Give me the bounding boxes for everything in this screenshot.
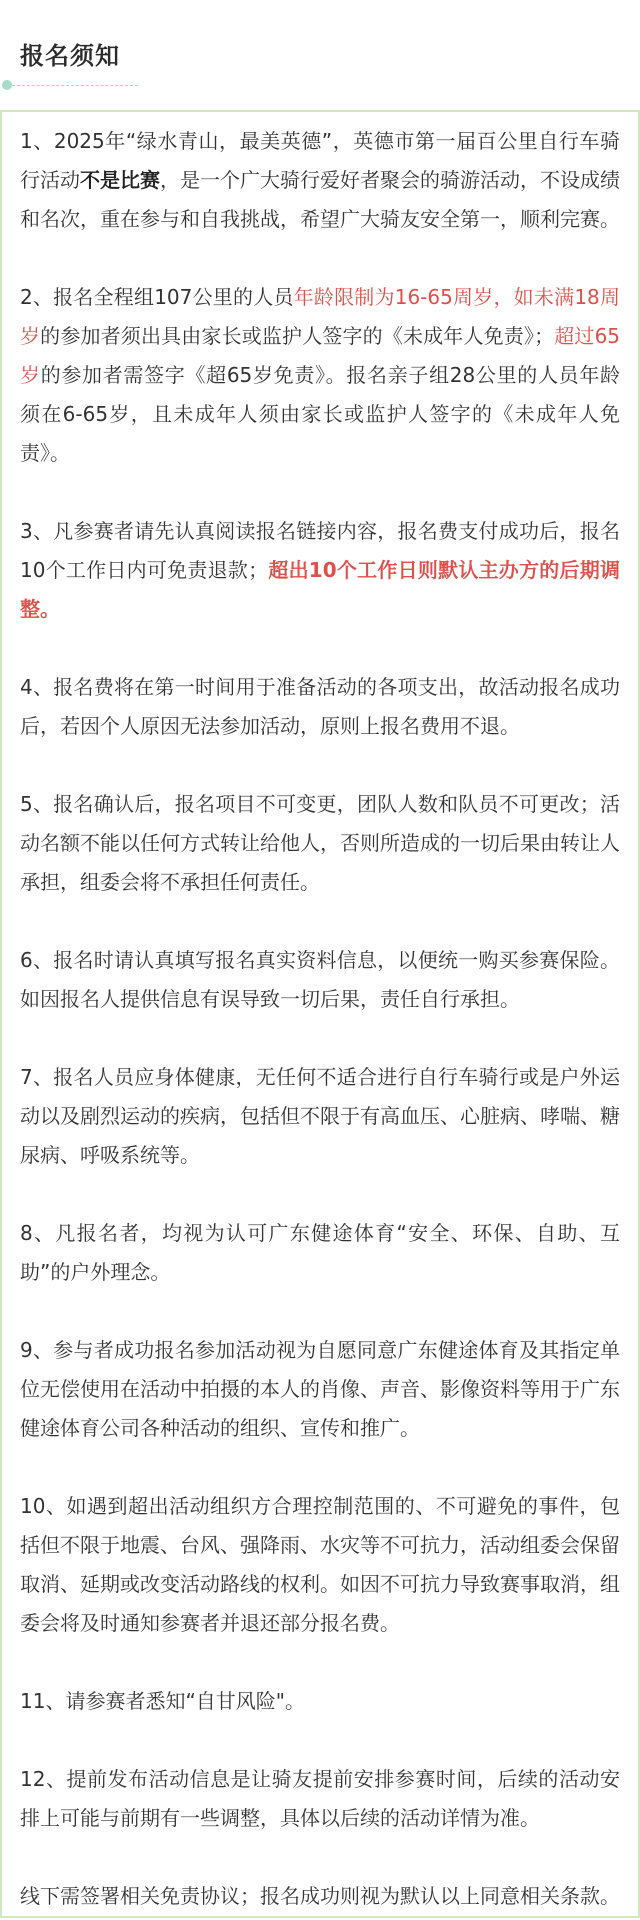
notice-text: 线下需签署相关免责协议；报名成功则视为默认以上同意相关条款。	[20, 1884, 620, 1908]
notice-text: 3、凡参赛者请先认真阅读报名链接内容，报名费支付成功后，报名10个工作日内可免责退款；	[20, 519, 620, 582]
notice-text: 6、报名时请认真填写报名真实资料信息，以便统一购买参赛保险。如因报名人提供信息有误导致一切后果，责任自行承担。	[20, 948, 620, 1011]
notice-footer-note	[20, 1877, 620, 1916]
notice-content-box	[0, 110, 640, 1918]
notice-item-8	[20, 1214, 620, 1292]
title-dashed-underline	[12, 85, 138, 86]
notice-item-10	[20, 1487, 620, 1643]
notice-text: 11、请参赛者悉知“自甘风险"。	[20, 1689, 306, 1713]
highlight-red-text: 超过65岁	[20, 324, 621, 387]
highlight-red-bold-text: 超出10个工作日则默认主办方的后期调整。	[20, 558, 620, 621]
section-header	[0, 0, 640, 100]
notice-text: 的参加者须出具由家长或监护人签字的《未成年人免责》；	[40, 324, 555, 348]
notice-item-3	[20, 512, 620, 629]
notice-text: ，是一个广大骑行爱好者聚会的骑游活动，不设成绩和名次，重在参与和自我挑战，希望广大骑友安全第一，顺利完赛。	[20, 168, 620, 231]
notice-text: 9、参与者成功报名参加活动视为自愿同意广东健途体育及其指定单位无偿使用在活动中拍摄的本人的肖像、声音、影像资料等用于广东健途体育公司各种活动的组织、宣传和推广。	[20, 1338, 620, 1440]
notice-item-12	[20, 1760, 620, 1838]
notice-text: 2、报名全程组107公里的人员	[20, 285, 294, 309]
notice-text: 12、提前发布活动信息是让骑友提前安排参赛时间，后续的活动安排上可能与前期有一些调整，具体以后续的活动详情为准。	[20, 1767, 620, 1830]
notice-text: 7、报名人员应身体健康，无任何不适合进行自行车骑行或是户外运动以及剧烈运动的疾病，包括但不限于有高血压、心脏病、哮喘、糖尿病、呼吸系统等。	[20, 1065, 620, 1167]
notice-item-11	[20, 1682, 620, 1721]
notice-item-7	[20, 1058, 620, 1175]
notice-item-5	[20, 785, 620, 902]
highlight-red-text: 年龄限制为16-65周岁，如未满18周岁	[20, 285, 620, 348]
notice-item-6	[20, 941, 620, 1019]
notice-text: 4、报名费将在第一时间用于准备活动的各项支出，故活动报名成功后，若因个人原因无法参加活动，原则上报名费用不退。	[20, 675, 620, 738]
notice-text: 5、报名确认后，报名项目不可变更，团队人数和队员不可更改；活动名额不能以任何方式转让给他人，否则所造成的一切后果由转让人承担，组委会将不承担任何责任。	[20, 792, 620, 894]
notice-item-2	[20, 278, 620, 473]
emphasis-bold-text: 不是比赛	[80, 168, 160, 192]
notice-item-1	[20, 122, 620, 239]
notice-text: 的参加者需签字《超65岁免责》。报名亲子组28公里的人员年龄须在6-65岁，且未成年人须由家长或监护人签字的《未成年人免责》。	[20, 363, 620, 465]
notice-text: 10、如遇到超出活动组织方合理控制范围的、不可避免的事件，包括但不限于地震、台风、强降雨、水灾等不可抗力，活动组委会保留取消、延期或改变活动路线的权利。如因不可抗力导致赛事取消，组委会将及时通知参赛者并退还部分报名费。	[20, 1494, 620, 1635]
title-dot-decoration	[2, 80, 12, 90]
section-title: 报名须知	[20, 42, 120, 70]
notice-text: 8、凡报名者，均视为认可广东健途体育“安全、环保、自助、互助”的户外理念。	[20, 1221, 620, 1284]
notice-text: 1、2025年“绿水青山，最美英德”，英德市第一届百公里自行车骑行活动	[20, 129, 620, 192]
notice-item-4	[20, 668, 620, 746]
notice-item-9	[20, 1331, 620, 1448]
